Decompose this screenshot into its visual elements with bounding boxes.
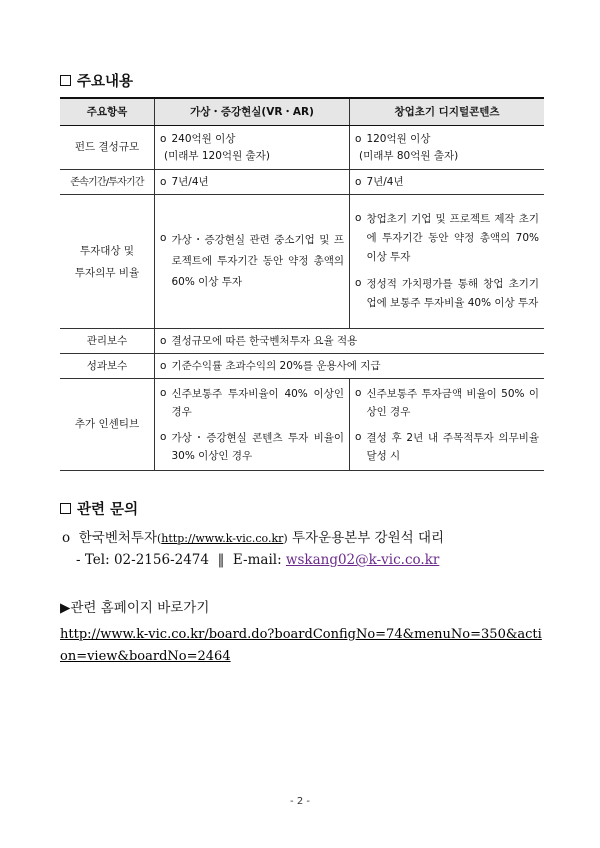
tel-number: 02-2156-2474 [113, 552, 209, 568]
row-label: 투자대상 및 투자의무 비율 [60, 195, 155, 329]
row-label: 존속기간/투자기간 [60, 170, 155, 195]
row-label: 관리보수 [60, 329, 155, 354]
cell-digital-content: o 7년/4년 [350, 170, 545, 195]
org-name: 한국벤처투자 [78, 530, 157, 546]
person: 투자운용본부 강원석 대리 [292, 530, 445, 546]
cell-vr-ar: o 7년/4년 [155, 170, 350, 195]
email-link[interactable]: wskang02@k-vic.co.kr [285, 552, 440, 568]
cell-merged: o 기준수익률 초과수익의 20%를 운용사에 지급 [155, 354, 544, 379]
section-heading-main [60, 70, 133, 91]
table-header-row [60, 98, 544, 126]
org-link[interactable]: http://www.k-vic.co.kr [161, 532, 284, 545]
homepage-heading: ▶관련 홈페이지 바로가기 [60, 600, 210, 616]
table-row [60, 354, 544, 379]
table-row [60, 329, 544, 354]
table-row [60, 126, 544, 170]
section-heading-contact [60, 498, 138, 519]
cell-digital-content: o 120억원 이상 (미래부 80억원 출자) [350, 126, 545, 170]
cell-digital-content: o 창업초기 기업 및 프로젝트 제작 초기에 투자기간 동안 약정 총액의 70% 이상 투자 o 정성적 가치평가를 통해 창업 초기기업에 보통주 투자비율 40% 이상 투자 [350, 195, 545, 329]
row-label: 성과보수 [60, 354, 155, 379]
cell-digital-content: o 신주보통주 투자금액 비율이 50% 이상인 경우 o 결성 후 2년 내 주목적투자 의무비율 달성 시 [350, 379, 545, 471]
summary-table [60, 97, 544, 471]
section-title: 관련 문의 [77, 502, 139, 518]
table-row [60, 379, 544, 471]
table-row [60, 195, 544, 329]
section-title: 주요내용 [77, 74, 134, 90]
header-item: 주요항목 [60, 98, 155, 126]
cell-vr-ar: o 240억원 이상 (미래부 120억원 출자) [155, 126, 350, 170]
square-bullet-icon [60, 503, 71, 514]
cell-vr-ar: o 가상・증강현실 관련 중소기업 및 프로젝트에 투자기간 동안 약정 총액의 60% 이상 투자 [155, 195, 350, 329]
header-digital-content: 창업초기 디지털콘텐츠 [350, 98, 545, 126]
row-label: 펀드 결성규모 [60, 126, 155, 170]
table-row [60, 170, 544, 195]
contact-line: o 한국벤처투자(http://www.k-vic.co.kr) 투자운용본부 강원석 대리 [62, 530, 445, 546]
page-number: - 2 - [290, 796, 310, 807]
cell-vr-ar: o 신주보통주 투자비율이 40% 이상인 경우 o 가상・증강현실 콘텐츠 투자 비율이 30% 이상인 경우 [155, 379, 350, 471]
header-vr-ar: 가상・증강현실(VR・AR) [155, 98, 350, 126]
square-bullet-icon [60, 75, 71, 86]
contact-detail-line: - Tel: 02-2156-2474 ‖ E-mail: wskang02@k-vic.co.kr [76, 552, 440, 568]
homepage-link[interactable]: http://www.k-vic.co.kr/board.do?boardConfigNo=74&menuNo=350&action=view&boardNo=2464 [60, 627, 542, 664]
row-label: 추가 인센티브 [60, 379, 155, 471]
triangle-right-icon: ▶ [60, 600, 71, 616]
bullet: o [62, 530, 71, 546]
cell-merged: o 결성규모에 따른 한국벤처투자 요율 적용 [155, 329, 544, 354]
